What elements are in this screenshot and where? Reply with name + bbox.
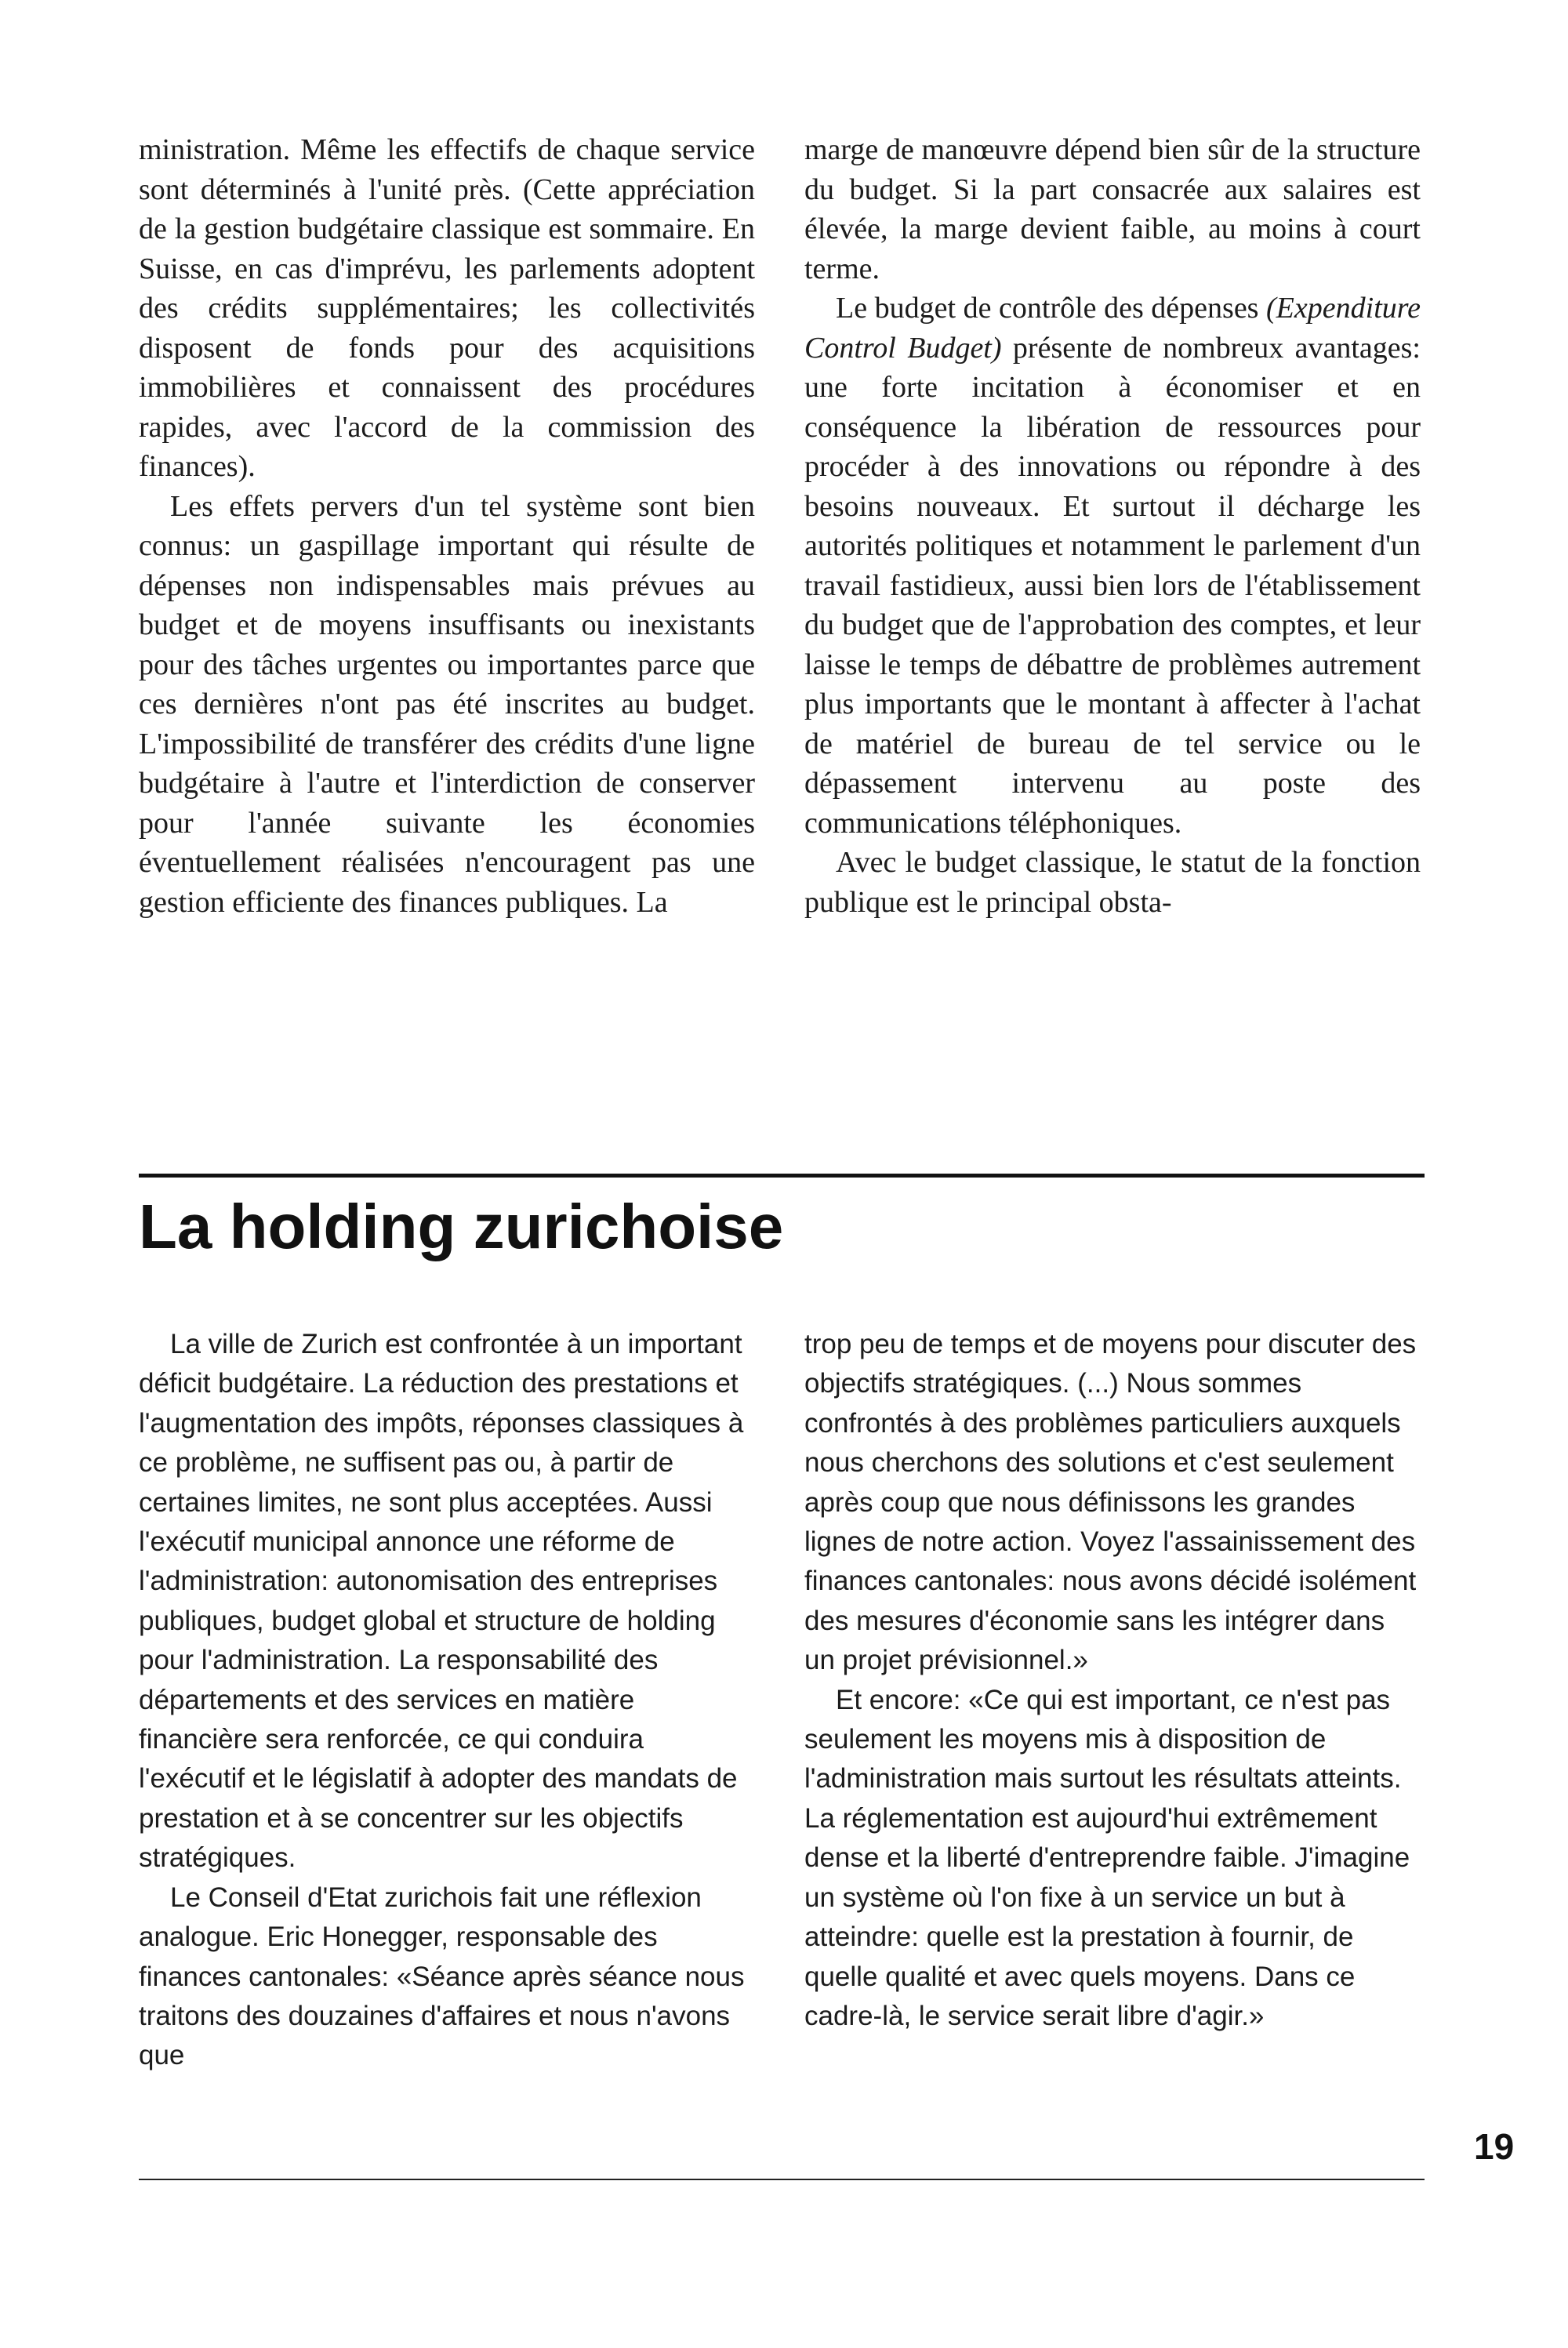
paragraph: marge de manœuvre dépend bien sûr de la structure du budget. Si la part consacrée aux salaires est élevée, la marge devient faible, au moins à court terme. [804, 133, 1421, 285]
section-divider [139, 1174, 1425, 1178]
footer-rule [139, 2179, 1425, 2180]
paragraph: Et encore: «Ce qui est important, ce n'est pas seulement les moyens mis à disposition de l'administration mais surtout les résultats atteints. La réglementation est aujourd'hui extrêmement dense et la liberté d'entreprendre faible. J'imagine un système où l'on fixe à un service un but à atteindre: quelle est la prestation à fournir, de quelle qualité et avec quels moyens. Dans ce cadre-là, le service serait libre d'agir.» [804, 1684, 1410, 2031]
paragraph: trop peu de temps et de moyens pour discuter des objectifs stratégiques. (...) Nous sommes confrontés à des problèmes particuliers auxquels nous cherchons des solutions et c'est seulement après coup que nous définissons les grandes lignes de notre action. Voyez l'assainissement des finances cantonales: nous avons décidé isolément des mesures d'économie sans les intégrer dans un projet prévisionnel.» [804, 1329, 1417, 1676]
section-left-column [139, 1325, 755, 2076]
paragraph-text: présente de nombreux avantages: une forte incitation à économiser et en conséquence la libération de ressources pour procéder à des innovations ou répondre à des besoins nouveaux. Et surtout il décharge les autorités politiques et notamment le parlement d'un travail fastidieux, aussi bien lors de l'établissement du budget que de l'approbation des comptes, et leur laisse le temps de débattre de problèmes autrement plus importants que le montant à affecter à l'achat de matériel de bureau de tel service ou le dépassement intervenu au poste des communications téléphoniques. [804, 331, 1421, 840]
top-right-column [804, 130, 1421, 922]
paragraph-text: Le budget de contrôle des dépenses [836, 292, 1267, 325]
top-left-column [139, 130, 755, 922]
paragraph: Le Conseil d'Etat zurichois fait une réflexion analogue. Eric Honegger, responsable des finances cantonales: «Séance après séance nous traitons des douzaines d'affaires et nous n'avons que [139, 1882, 745, 2071]
section-heading: La holding zurichoise [139, 1192, 784, 1261]
paragraph: Les effets pervers d'un tel système sont bien connus: un gaspillage important qui résulte de dépenses non indispensables mais prévues au budget et de moyens insuffisants ou inexistants pour des tâches urgentes ou importantes parce que ces dernières n'ont pas été inscrites au budget. L'impossibilité de transférer des crédits d'une ligne budgétaire à l'autre et l'interdiction de conserver pour l'année suivante les économies éventuellement réalisées n'encouragent pas une gestion efficiente des finances publiques. La [139, 489, 755, 919]
paragraph: Avec le budget classique, le statut de la fonction publique est le principal obsta- [804, 846, 1421, 919]
page-number: 19 [1474, 2126, 1515, 2167]
italic-term: (Expenditure Control Budget) [804, 292, 1421, 365]
section-right-column [804, 1325, 1421, 2036]
paragraph: La ville de Zurich est confrontée à un important déficit budgétaire. La réduction des prestations et l'augmentation des impôts, réponses classiques à ce problème, ne suffisent pas ou, à partir de certaines limites, ne sont plus acceptées. Aussi l'exécutif municipal annonce une réforme de l'administration: autonomisation des entreprises publiques, budget global et structure de holding pour l'administration. La responsabilité des départements et des services en matière financière sera renforcée, ce qui conduira l'exécutif et le législatif à adopter des mandats de prestation et à se concentrer sur les objectifs stratégiques. [139, 1329, 744, 1874]
paragraph [804, 289, 1421, 843]
paragraph: ministration. Même les effectifs de chaque service sont déterminés à l'unité près. (Cette appréciation de la gestion budgétaire classique est sommaire. En Suisse, en cas d'imprévu, les parlements adoptent des crédits supplémentaires; les collectivités disposent de fonds pour des acquisitions immobilières et connaissent des procédures rapides, avec l'accord de la commission des finances). [139, 133, 755, 483]
